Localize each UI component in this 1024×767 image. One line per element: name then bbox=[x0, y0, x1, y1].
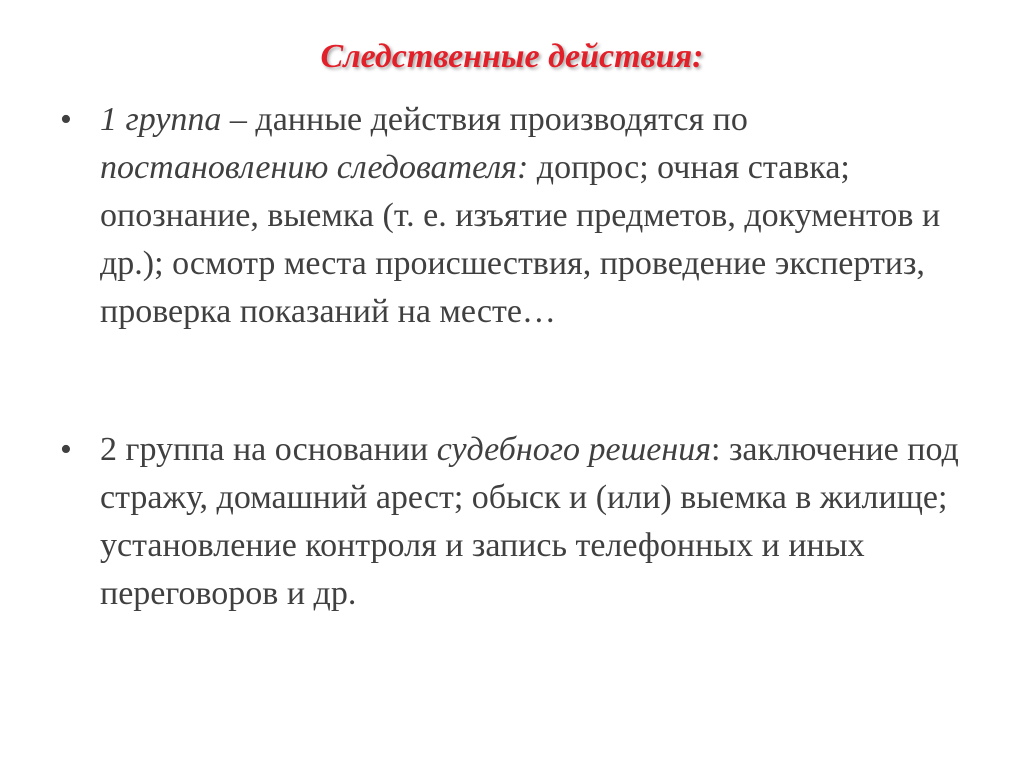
group-1-label: 1 группа bbox=[100, 101, 222, 138]
bullet-item-group-2 bbox=[60, 426, 960, 618]
slide-title: Следственные действия: bbox=[320, 38, 704, 75]
group-2-text-a: 2 группа на основании bbox=[100, 431, 437, 468]
bullet-item-group-1 bbox=[60, 96, 960, 406]
group-1-basis: постановлению следователя: bbox=[100, 149, 529, 186]
bullet-dot-icon: • bbox=[60, 101, 72, 138]
bullet-list bbox=[60, 96, 960, 618]
bullet-dot-icon: • bbox=[60, 431, 72, 468]
group-1-text-a: – данные действия производятся по bbox=[221, 101, 748, 138]
group-2-text-b: : заключение под стражу, домашний арест; обыск и (или) выемка в жилище; установление контроля и запись телефонных и иных переговоров и др. bbox=[100, 431, 959, 612]
group-1-text-b: допрос; очная ставка; опознание, выемка (т. е. изъятие предметов, документов и др.); осмотр места происшествия, проведение экспертиз, проверка показаний на месте… bbox=[100, 149, 941, 330]
group-2-basis: судебного решения bbox=[436, 431, 712, 468]
